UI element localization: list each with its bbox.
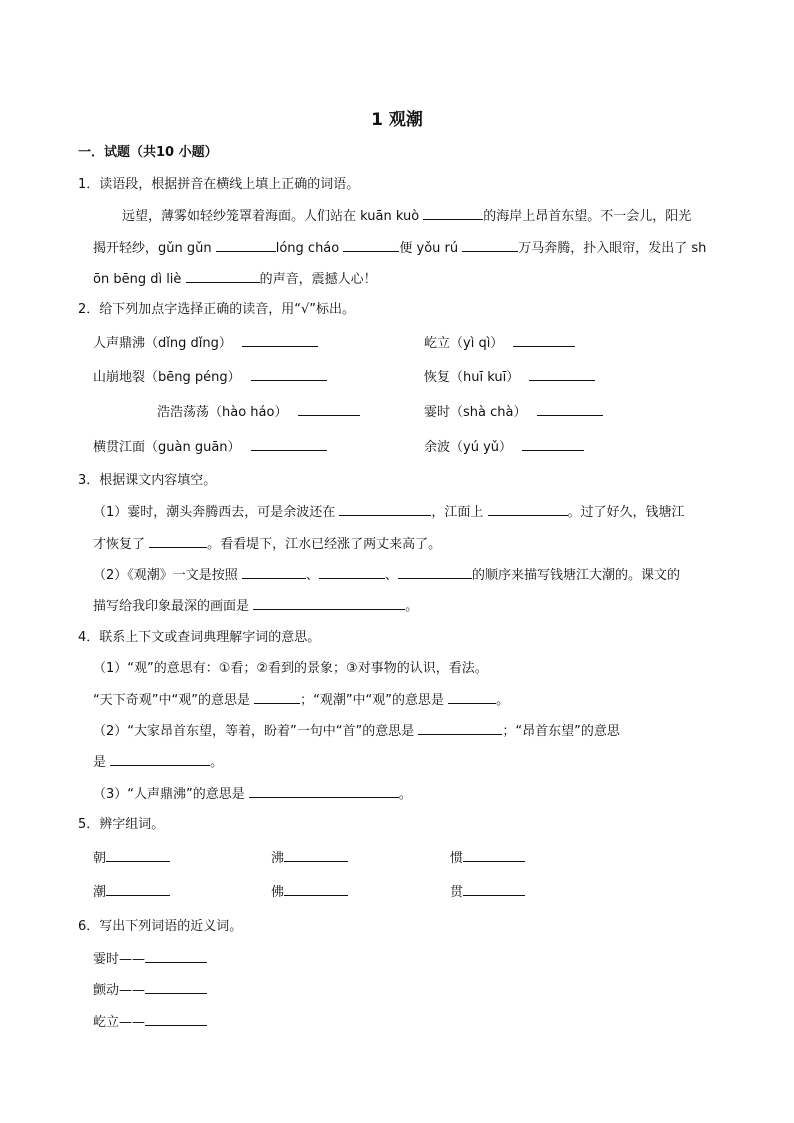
- answer-blank[interactable]: [343, 239, 399, 252]
- answer-blank[interactable]: [284, 849, 348, 862]
- q4-text: 是: [93, 755, 111, 770]
- q4-text: ；“观潮”中“观”的意思是: [300, 693, 449, 708]
- q5-item: [271, 883, 348, 902]
- q3-text: 才恢复了: [93, 537, 150, 552]
- q6-word: 颤动——: [93, 983, 146, 998]
- q1-text: 万马奔腾，扑入眼帘，发出了 sh: [518, 241, 707, 256]
- q3-line-2: [93, 535, 441, 554]
- q6-item: [93, 950, 207, 969]
- answer-blank[interactable]: [462, 239, 518, 252]
- q3-line-3: [93, 566, 680, 585]
- q3-text: 、: [384, 568, 398, 583]
- answer-blank[interactable]: [284, 883, 348, 896]
- answer-blank[interactable]: [251, 438, 327, 451]
- answer-blank[interactable]: [110, 753, 210, 766]
- answer-blank[interactable]: [242, 566, 306, 579]
- q1-text: lóng cháo: [275, 241, 344, 256]
- q4-text: 。: [398, 787, 412, 802]
- answer-blank[interactable]: [145, 981, 207, 994]
- answer-blank[interactable]: [149, 535, 207, 548]
- q2-item-label: 浩浩荡荡（hào háo）: [157, 405, 288, 420]
- q3-text: 。过了好久，钱塘江: [567, 505, 685, 520]
- q5-stem: 5．辨字组词。: [78, 817, 165, 832]
- answer-blank[interactable]: [339, 503, 431, 516]
- answer-blank[interactable]: [242, 334, 318, 347]
- answer-blank[interactable]: [186, 270, 260, 283]
- q1-line-2: [93, 239, 706, 258]
- q3-text: 。看看堤下，江水已经涨了两丈来高了。: [207, 537, 442, 552]
- answer-blank[interactable]: [106, 883, 170, 896]
- q6-word: 屹立——: [93, 1015, 146, 1030]
- q4-text: （3）“人声鼎沸”的意思是: [93, 787, 249, 802]
- answer-blank[interactable]: [463, 849, 525, 862]
- q2-item: [424, 368, 595, 387]
- q2-item-label: 余波（yú yǔ）: [424, 440, 512, 455]
- answer-blank[interactable]: [463, 883, 525, 896]
- q3-text: ，江面上: [431, 505, 488, 520]
- answer-blank[interactable]: [522, 438, 584, 451]
- q3-line-1: [93, 503, 685, 522]
- q3-text: （1）霎时，潮头奔腾西去，可是余波还在: [93, 505, 340, 520]
- answer-blank[interactable]: [249, 785, 399, 798]
- q5-char: 朝: [93, 851, 107, 866]
- q2-item-label: 霎时（shà chà）: [424, 405, 527, 420]
- q2-item-label: 屹立（yì qì）: [424, 336, 504, 351]
- q4-text: （2）“大家昂首东望，等着，盼着”一句中“首”的意思是: [93, 724, 419, 739]
- q4-text: ；“昂首东望”的意思: [502, 724, 620, 739]
- answer-blank[interactable]: [448, 691, 496, 704]
- q1-text: 的声音，震撼人心！: [259, 272, 377, 287]
- q2-item-label: 人声鼎沸（dǐng dǐng）: [93, 336, 232, 351]
- answer-blank[interactable]: [106, 849, 170, 862]
- q2-item: [424, 438, 584, 457]
- q4-text: “天下奇观”中“观”的意思是: [93, 693, 255, 708]
- q2-item: [93, 438, 327, 457]
- q5-char: 潮: [93, 885, 107, 900]
- answer-blank[interactable]: [254, 691, 300, 704]
- q1-line-1: [122, 207, 691, 226]
- q4-stem: 4．联系上下文或查词典理解字词的意思。: [78, 630, 321, 645]
- q2-item: [424, 403, 603, 422]
- q1-text: 便 yǒu rú: [399, 241, 463, 256]
- q4-text: 。: [496, 693, 510, 708]
- q6-stem: 6．写出下列词语的近义词。: [78, 919, 243, 934]
- q3-text: 、: [305, 568, 319, 583]
- q3-text: 的顺序来描写钱塘江大潮的。课文的: [471, 568, 680, 583]
- q1-text: ōn bēng dì liè: [93, 272, 186, 287]
- q2-item: [157, 403, 360, 422]
- q5-char: 贯: [450, 885, 464, 900]
- q1-text: 远望，薄雾如轻纱笼罩着海面。人们站在 kuān kuò: [122, 209, 424, 224]
- q5-char: 佛: [271, 885, 285, 900]
- q3-text: （2）《观潮》一文是按照: [93, 568, 242, 583]
- q4-line-2: [93, 691, 509, 710]
- answer-blank[interactable]: [216, 239, 276, 252]
- q2-item-label: 山崩地裂（bēng péng）: [93, 370, 241, 385]
- q1-line-3: [93, 270, 377, 289]
- q3-line-4: [93, 597, 418, 616]
- answer-blank[interactable]: [418, 722, 502, 735]
- q6-item: [93, 981, 207, 1000]
- q1-text: 的海岸上昂首东望。不一会儿，阳光: [483, 209, 692, 224]
- q4-line-3: [93, 722, 620, 741]
- section-heading: 一．试题（共10 小题）: [78, 145, 218, 160]
- q3-text: 描写给我印象最深的画面是: [93, 599, 254, 614]
- q4-line-4: [93, 753, 223, 772]
- q4-line-5: [93, 785, 412, 804]
- answer-blank[interactable]: [488, 503, 568, 516]
- answer-blank[interactable]: [145, 950, 207, 963]
- q5-char: 惯: [450, 851, 464, 866]
- q6-item: [93, 1013, 207, 1032]
- answer-blank[interactable]: [398, 566, 472, 579]
- q5-item: [93, 883, 170, 902]
- q1-text: 揭开轻纱，gǔn gǔn: [93, 241, 216, 256]
- q4-text: 。: [210, 755, 224, 770]
- q5-item: [93, 849, 170, 868]
- page-title: 1 观潮: [371, 110, 423, 130]
- answer-blank[interactable]: [145, 1013, 207, 1026]
- q6-word: 霎时——: [93, 952, 146, 967]
- q2-item: [93, 334, 318, 353]
- q2-stem: 2．给下列加点字选择正确的读音，用“√”标出。: [78, 302, 356, 317]
- q1-stem: 1．读语段，根据拼音在横线上填上正确的词语。: [78, 177, 360, 192]
- q4-line-1: （1）“观”的意思有：①看；②看到的景象；③对事物的认识，看法。: [93, 661, 488, 676]
- answer-blank[interactable]: [319, 566, 385, 579]
- answer-blank[interactable]: [423, 207, 483, 220]
- q5-item: [450, 849, 525, 868]
- answer-blank[interactable]: [251, 368, 327, 381]
- q5-item: [271, 849, 348, 868]
- q2-item: [424, 334, 575, 353]
- answer-blank[interactable]: [298, 403, 360, 416]
- q3-stem: 3．根据课文内容填空。: [78, 473, 217, 488]
- q5-char: 沸: [271, 851, 285, 866]
- answer-blank[interactable]: [253, 597, 405, 610]
- answer-blank[interactable]: [537, 403, 603, 416]
- q3-text: 。: [405, 599, 419, 614]
- q2-item-label: 横贯江面（guàn guān）: [93, 440, 241, 455]
- q2-item-label: 恢复（huī kuī）: [424, 370, 520, 385]
- q5-item: [450, 883, 525, 902]
- answer-blank[interactable]: [513, 334, 575, 347]
- answer-blank[interactable]: [529, 368, 595, 381]
- q2-item: [93, 368, 327, 387]
